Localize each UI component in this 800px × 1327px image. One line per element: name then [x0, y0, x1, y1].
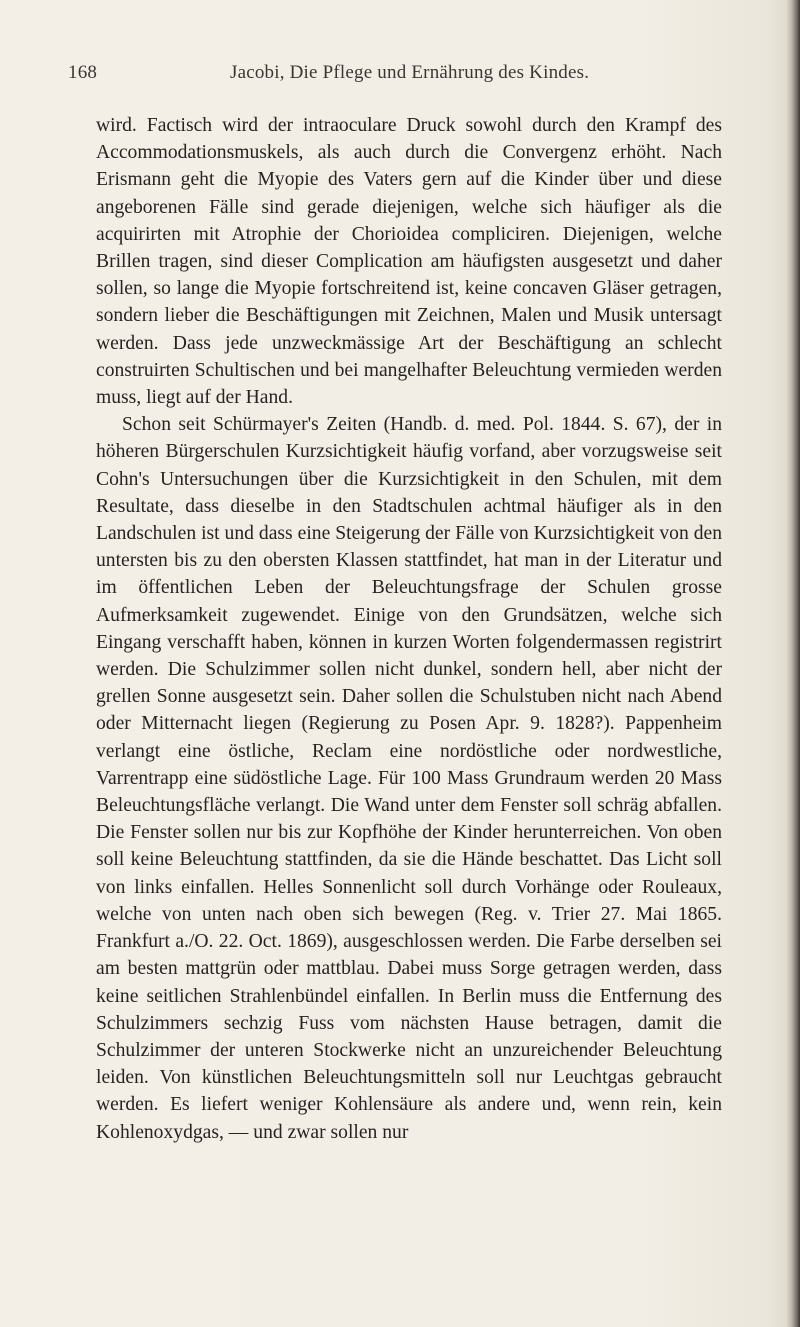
page-number: 168 — [68, 62, 98, 83]
book-binding-edge — [786, 0, 800, 1327]
paragraph-1: wird. Factisch wird der intraoculare Druck sowohl durch den Krampf des Accommodationsmuskels, als auch durch die Convergenz erhöht. Nach Erismann geht die Myopie des Vaters gern auf die Kinder über und diese angeborenen Fälle sind gerade diejenigen, welche sich häufiger als die acquirirten mit Atrophie der Chorioidea compliciren. Diejenigen, welche Brillen tragen, sind dieser Complication am häufigsten ausgesetzt und daher sollen, so lange die Myopie fortschreitend ist, keine concaven Gläser getragen, sondern lieber die Beschäftigungen mit Zeichnen, Malen und Musik untersagt werden. Dass jede unzweckmässige Art der Beschäftigung an schlecht construirten Schultischen und bei mangelhafter Beleuchtung vermieden werden muss, liegt auf der Hand. — [96, 115, 722, 409]
running-title: Jacobi, Die Pflege und Ernährung des Kindes. — [230, 62, 590, 83]
body-text — [96, 112, 722, 1146]
paragraph-2: Schon seit Schürmayer's Zeiten (Handb. d. med. Pol. 1844. S. 67), der in höheren Bürgerschulen Kurzsichtigkeit häufig vorfand, aber vorzugsweise seit Cohn's Untersuchungen über die Kurzsichtigkeit in den Schulen, mit dem Resultate, dass dieselbe in den Stadtschulen achtmal häufiger als in den Landschulen ist und dass eine Steigerung der Fälle von Kurzsichtigkeit von den untersten bis zu den obersten Klassen stattfindet, hat man in der Literatur und im öffentlichen Leben der Beleuchtungsfrage der Schulen grosse Aufmerksamkeit zugewendet. Einige von den Grundsätzen, welche sich Eingang verschafft haben, können in kurzen Worten folgendermassen registrirt werden. Die Schulzimmer sollen nicht dunkel, sondern hell, aber nicht der grellen Sonne ausgesetzt sein. Daher sollen die Schulstuben nicht nach Abend oder Mitternacht liegen (Regierung zu Posen Apr. 9. 1828?). Pappenheim verlangt eine östliche, Reclam eine nordöstliche oder nordwestliche, Varrentrapp eine südöstliche Lage. Für 100 Mass Grundraum werden 20 Mass Beleuchtungsfläche verlangt. Die Wand unter dem Fenster soll schräg abfallen. Die Fenster sollen nur bis zur Kopfhöhe der Kinder herunterreichen. Von oben soll keine Beleuchtung stattfinden, da sie die Hände beschattet. Das Licht soll von links einfallen. Helles Sonnenlicht soll durch Vorhänge oder Rouleaux, welche von unten nach oben sich bewegen (Reg. v. Trier 27. Mai 1865. Frankfurt a./O. 22. Oct. 1869), ausgeschlossen werden. Die Farbe derselben sei am besten mattgrün oder mattblau. Dabei muss Sorge getragen werden, dass keine seitlichen Strahlenbündel einfallen. In Berlin muss die Entfernung des Schulzimmers sechzig Fuss vom nächsten Hause betragen, damit die Schulzimmer der unteren Stockwerke nicht an unzureichender Beleuchtung leiden. Von künstlichen Beleuchtungsmitteln soll nur Leuchtgas gebraucht werden. Es liefert weniger Kohlensäure als andere und, wenn rein, kein Kohlenoxydgas, — und zwar sollen nur — [96, 414, 722, 1143]
page-header — [68, 62, 718, 92]
